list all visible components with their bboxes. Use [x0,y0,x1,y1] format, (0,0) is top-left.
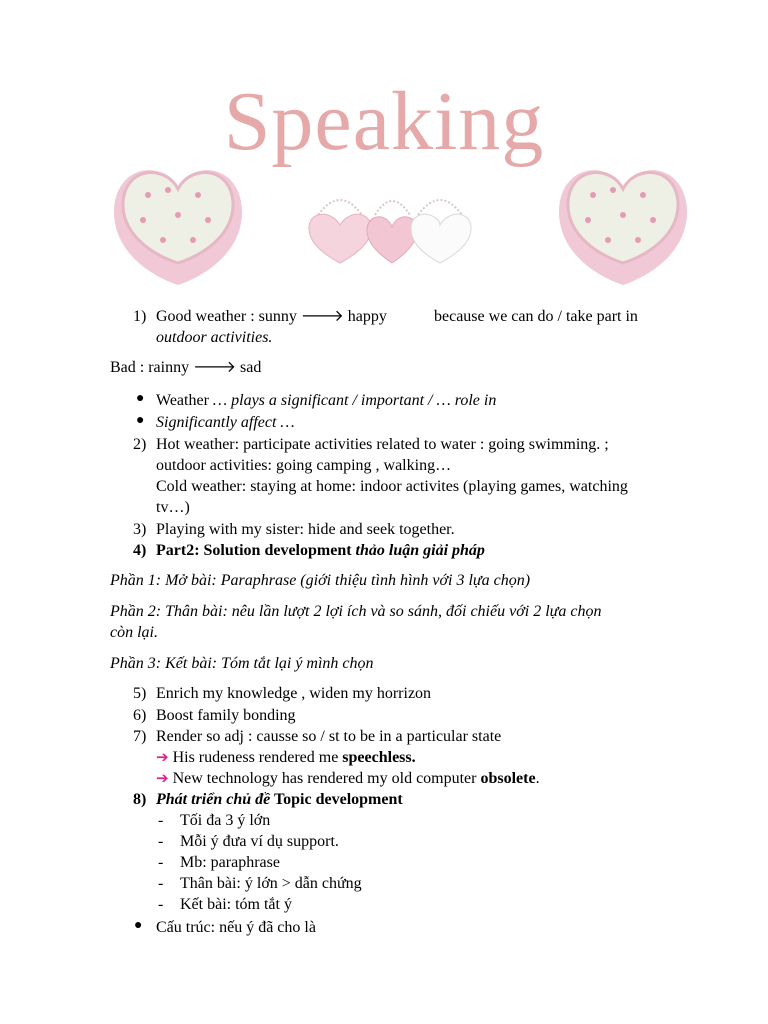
list-number: 4) [133,542,147,559]
list-item: Playing with my sister: hide and seek together. [156,521,455,538]
paragraph: Bad : rainny 🡒 sad [110,359,262,376]
list-item: Hot weather: participate activities related to water : going swimming. ; [156,436,609,453]
list-item: Part2: Solution development thảo luận giải pháp [156,542,485,559]
paragraph: Phần 2: Thân bài: nêu lần lượt 2 lợi ích và so sánh, đối chiếu với 2 lựa chọn [110,603,602,620]
sub-item: Thân bài: ý lớn > dẫn chứng [180,875,362,892]
sub-item: Kết bài: tóm tắt ý [180,896,292,913]
list-number: 7) [133,728,147,745]
dash-marker: - [158,812,164,829]
example-line: ➔ His rudeness rendered me speechless. [156,749,416,766]
list-item-continuation: Cold weather: staying at home: indoor activites (playing games, watching [156,478,628,495]
arrow-icon: ➔ [156,771,169,787]
list-item: Boost family bonding [156,707,296,724]
arrow-icon: ➔ [156,750,169,766]
bullet-icon: ● [136,391,145,406]
cake-heart-icon [108,155,248,290]
list-number: 8) [133,791,147,808]
list-item: Phát triển chủ đề Topic development [156,791,403,808]
list-item-continuation: outdoor activities: going camping , walking… [156,457,452,474]
sub-item: Tối đa 3 ý lớn [180,812,271,829]
bullet-icon: ● [136,413,145,428]
list-item: Enrich my knowledge , widen my horrizon [156,685,432,702]
arrow-icon: 🡒 [193,359,236,376]
list-item: Render so adj : causse so / st to be in a particular state [156,728,502,745]
list-number: 3) [133,521,147,538]
sub-item: Mỗi ý đưa ví dụ support. [180,833,339,850]
dash-marker: - [158,875,164,892]
list-item: Good weather : sunny 🡒 happy [156,308,387,325]
list-item: Significantly affect … [156,414,295,431]
sub-item: Mb: paraphrase [180,854,280,871]
list-item: Weather … plays a significant / important / … role in [156,392,497,409]
page-title: Speaking [223,75,545,168]
dash-marker: - [158,896,164,913]
cake-heart-icon [553,155,693,290]
list-number: 5) [133,685,147,702]
list-item-continuation: because we can do / take part in [434,308,638,325]
list-item-continuation: outdoor activities. [156,329,273,346]
bullet-icon: ● [134,918,143,933]
list-item-continuation: tv…) [156,499,190,516]
arrow-icon: 🡒 [300,308,344,325]
list-item: Cấu trúc: nếu ý đã cho là [156,919,316,936]
dash-marker: - [158,833,164,850]
list-number: 6) [133,707,147,724]
hanging-heart-icon [300,185,480,265]
paragraph: Phần 3: Kết bài: Tóm tắt lại ý mình chọn [110,655,374,672]
dash-marker: - [158,854,164,871]
list-number: 2) [133,436,147,453]
list-number: 1) [133,308,147,325]
example-line: ➔ New technology has rendered my old computer obsolete. [156,770,540,787]
paragraph: Phần 1: Mở bài: Paraphrase (giới thiệu tình hình với 3 lựa chọn) [110,572,531,589]
paragraph: còn lại. [110,624,158,641]
